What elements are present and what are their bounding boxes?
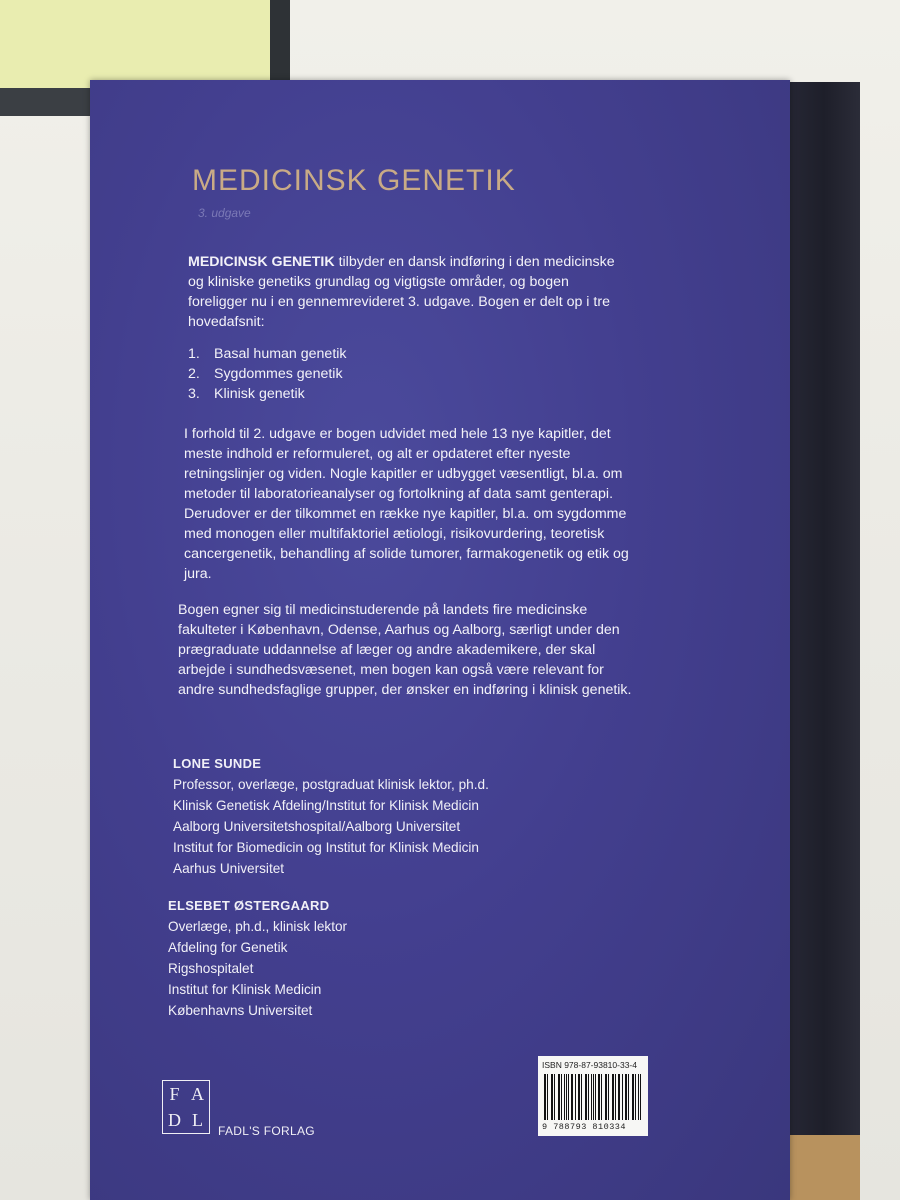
isbn-text: ISBN 978-87-93810-33-4	[542, 1060, 637, 1070]
publisher-name: FADL'S FORLAG	[218, 1124, 315, 1138]
list-number: 2.	[188, 366, 200, 382]
logo-letter: L	[192, 1110, 203, 1130]
author-name: LONE SUNDE	[173, 756, 262, 771]
barcode	[544, 1074, 642, 1120]
author-name: ELSEBET ØSTERGAARD	[168, 898, 330, 913]
author-line: Institut for Klinisk Medicin	[168, 982, 322, 997]
list-item	[188, 364, 488, 384]
intro-paragraph	[188, 252, 628, 332]
list-label: Klinisk genetik	[214, 386, 305, 402]
picture-frame-mat	[0, 0, 290, 90]
fadl-logo	[162, 1080, 210, 1134]
author-line: Institut for Biomedicin og Institut for Klinisk Medicin	[173, 840, 479, 855]
author-line: Overlæge, ph.d., klinisk lektor	[168, 919, 348, 934]
intro-text: tilbyder en dansk indføring i den medicinske og kliniske genetiks grundlag og vigtigste områder, og bogen foreligger nu i en gennemrevideret 3. udgave. Bogen er delt op i tre hovedafsnit:	[188, 254, 615, 330]
intro-title: MEDICINSK GENETIK	[188, 254, 335, 270]
section-list	[188, 344, 488, 404]
list-item	[188, 344, 488, 364]
list-item	[188, 384, 488, 404]
list-label: Basal human genetik	[214, 346, 347, 362]
author-line: Professor, overlæge, postgraduat klinisk lektor, ph.d.	[173, 777, 489, 792]
list-label: Sygdommes genetik	[214, 366, 343, 382]
book-page-edges	[790, 1135, 860, 1200]
edition-label: 3. udgave	[198, 206, 251, 220]
logo-letter: D	[168, 1110, 181, 1130]
book-back-cover	[90, 80, 790, 1200]
author-block-2	[168, 895, 347, 1021]
author-line: Klinisk Genetisk Afdeling/Institut for Klinisk Medicin	[173, 798, 479, 813]
list-number: 3.	[188, 386, 200, 402]
barcode-label	[538, 1056, 648, 1136]
book-title: MEDICINSK GENETIK	[192, 164, 516, 197]
logo-letter: A	[191, 1084, 204, 1104]
author-line: Aarhus Universitet	[173, 861, 285, 876]
author-line: Aalborg Universitetshospital/Aalborg Universitet	[173, 819, 461, 834]
description-paragraph-3: Bogen egner sig til medicinstuderende på landets fire medicinske fakulteter i København, Odense, Aarhus og Aalborg, særligt under den prægraduate uddannelse af læger og andre akademikere, der skal arbejde i sundhedsvæsenet, men bogen kan også være relevant for andre sundhedsfaglige grupper, der ønsker en indføring i klinisk genetik.	[178, 602, 632, 698]
description-paragraph-2: I forhold til 2. udgave er bogen udvidet med hele 13 nye kapitler, det meste indhold er reformuleret, og alt er opdateret efter nyeste retningslinjer og viden. Nogle kapitler er udbygget væsentligt, bl.a. om metoder til laboratorieanalyser og fortolkning af data samt genterapi. Derudover er der tilkommet en række nye kapitler, bl.a. om sygdomme med monogen eller multifaktoriel ætiologi, risikovurdering, teoretisk cancergenetik, behandling af solide tumorer, farmakogenetik og etik og jura.	[184, 426, 629, 582]
author-line: Rigshospitalet	[168, 961, 254, 976]
author-line: Afdeling for Genetik	[168, 940, 288, 955]
author-line: Københavns Universitet	[168, 1003, 313, 1018]
barcode-digits: 9 788793 810334	[542, 1122, 627, 1132]
author-block-1	[173, 753, 489, 879]
list-number: 1.	[188, 346, 200, 362]
logo-letter: F	[169, 1084, 180, 1104]
